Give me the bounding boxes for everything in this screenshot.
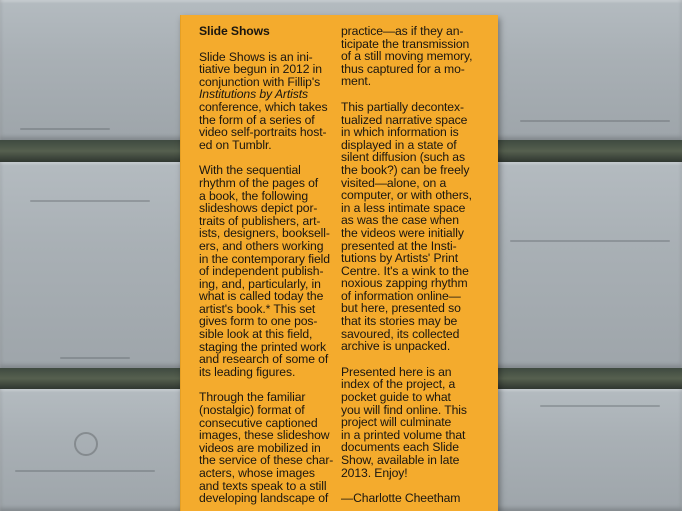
right-column xyxy=(341,25,491,511)
paragraph-text: Slide Shows is an ini- tiative begun in 2012 in conjunction with Fillip's xyxy=(199,49,322,89)
wood-knot xyxy=(74,432,98,456)
wood-grain xyxy=(20,128,110,130)
booklet-title: Slide Shows xyxy=(199,24,270,38)
italic-title: Institutions by Artists xyxy=(199,87,309,102)
paragraph: Through the familiar (nostalgic) format of consecutive captioned images, these slideshow videos are mobilized in the service of these char- acters, whose images and texts speak to a still developing landscape of xyxy=(199,390,334,506)
wood-grain xyxy=(520,120,670,122)
wood-grain xyxy=(15,470,155,472)
wood-grain xyxy=(30,200,150,202)
paragraph: This partially decontex- tualized narrative space in which information is displayed in a state of silent diffusion (such as the book?) can be freely visited—alone, on a computer, or with others, in a less intimate space as was the case when the videos were initially presented at the Insti- tutions by Artists' Print Centre. It's a wink to the noxious zapping rhythm of information online— but here, presented so that its stories may be savoured, its collected archive is unpacked. xyxy=(341,99,472,354)
paragraph: practice—as if they an- ticipate the transmission of a still moving memory, thus captured for a mo- ment. xyxy=(341,24,473,89)
paragraph: Presented here is an index of the project, a pocket guide to what you will find online. This project will culminate in a printed volume that documents each Slide Show, available in late 2013. Enjoy! xyxy=(341,364,467,480)
left-column xyxy=(199,25,339,511)
booklet-page xyxy=(180,15,498,511)
paragraph: With the sequential rhythm of the pages of a book, the following slideshows depict por- traits of publishers, art- ists, designers, booksell- ers, and others working in the contemporary field of independent publish- ing, and, particularly, in what is called today the artist's book.* This set gives form to one pos- sible look at this field, staging the printed work and research of some of its leading figures. xyxy=(199,163,330,379)
paragraph-text: conference, which takes the form of a series of video self-portraits host- ed on Tumblr. xyxy=(199,99,328,152)
paragraph xyxy=(199,51,339,152)
wood-grain xyxy=(540,405,660,407)
wood-grain xyxy=(510,240,670,242)
signature: —Charlotte Cheetham xyxy=(341,491,461,506)
wood-grain xyxy=(60,357,130,359)
